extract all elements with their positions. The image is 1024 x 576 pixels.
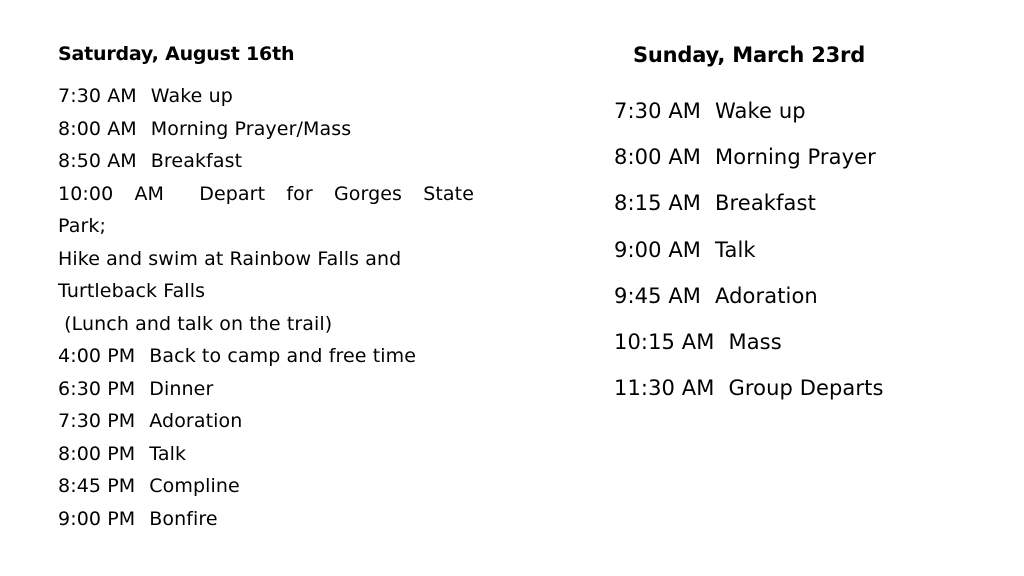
- schedule-time: 8:00 PM: [58, 442, 136, 465]
- schedule-time: 7:30 AM: [58, 85, 137, 107]
- schedule-activity: Wake up: [715, 99, 806, 123]
- schedule-item-continuation: Turtleback Falls: [58, 280, 206, 302]
- schedule-item: [58, 438, 474, 471]
- schedule-time: 7:30 PM: [58, 410, 136, 432]
- schedule-item: [614, 227, 934, 273]
- schedule-time: 8:00 AM: [58, 117, 137, 140]
- schedule-activity: Back to camp and free time: [149, 345, 417, 367]
- schedule-item: [58, 405, 474, 438]
- schedule-time: 8:15 AM: [614, 191, 702, 216]
- schedule-activity: Adoration: [715, 283, 818, 308]
- schedule-activity: Dinner: [149, 377, 214, 400]
- schedule-item-continuation: Hike and swim at Rainbow Falls and: [58, 247, 402, 270]
- schedule-item-continuation: Park;: [58, 215, 106, 237]
- schedule-activity: Breakfast: [715, 191, 816, 216]
- schedule-item: [58, 340, 474, 373]
- schedule-activity: Talk: [715, 237, 756, 262]
- schedule-activity: Adoration: [149, 410, 243, 432]
- schedule-activity: Mass: [728, 330, 782, 355]
- schedule-time: 10:15 AM: [614, 330, 715, 355]
- schedule-item: [614, 365, 934, 411]
- schedule-time: 9:00 PM: [58, 507, 136, 530]
- schedule-item: [58, 373, 474, 406]
- schedule-item: [58, 470, 474, 503]
- schedule-activity: Compline: [149, 475, 240, 497]
- schedule-time: 9:45 AM: [614, 283, 702, 308]
- schedule-item: [614, 180, 934, 226]
- schedule-item: [58, 113, 474, 146]
- schedule-item: [614, 88, 934, 134]
- schedule-activity: Depart for Gorges State: [199, 182, 474, 205]
- schedule-item-note: (Lunch and talk on the trail): [58, 312, 333, 335]
- schedule-activity: Breakfast: [150, 150, 243, 172]
- saturday-list: [58, 80, 474, 535]
- schedule-activity: Wake up: [150, 85, 233, 107]
- schedule-item: [58, 503, 474, 536]
- schedule-item: [58, 80, 474, 113]
- saturday-schedule: [58, 40, 474, 535]
- saturday-heading: Saturday, August 16th: [58, 43, 295, 65]
- schedule-time: 9:00 AM: [614, 237, 702, 262]
- schedule-item: [614, 319, 934, 365]
- schedule-item: [58, 145, 474, 178]
- schedule-activity: Morning Prayer: [715, 145, 876, 170]
- schedule-activity: Morning Prayer/Mass: [150, 117, 352, 140]
- schedule-time: 8:00 AM: [614, 145, 702, 170]
- schedule-time: 6:30 PM: [58, 377, 136, 400]
- schedule-time: 8:50 AM: [58, 150, 137, 172]
- schedule-activity: Bonfire: [149, 507, 218, 530]
- schedule-activity: Talk: [149, 442, 187, 465]
- schedule-time: 11:30 AM: [614, 376, 715, 401]
- sunday-schedule: [614, 40, 934, 411]
- schedule-item: [58, 178, 474, 211]
- schedule-item: [614, 134, 934, 180]
- sunday-heading: Sunday, March 23rd: [632, 43, 866, 67]
- schedule-item: [614, 273, 934, 319]
- schedule-time: 10:00 AM: [58, 182, 165, 205]
- sunday-list: [614, 88, 934, 411]
- schedule-time: 4:00 PM: [58, 345, 136, 367]
- schedule-activity: Group Departs: [728, 376, 884, 401]
- schedule-time: 7:30 AM: [614, 99, 702, 123]
- schedule-time: 8:45 PM: [58, 475, 136, 497]
